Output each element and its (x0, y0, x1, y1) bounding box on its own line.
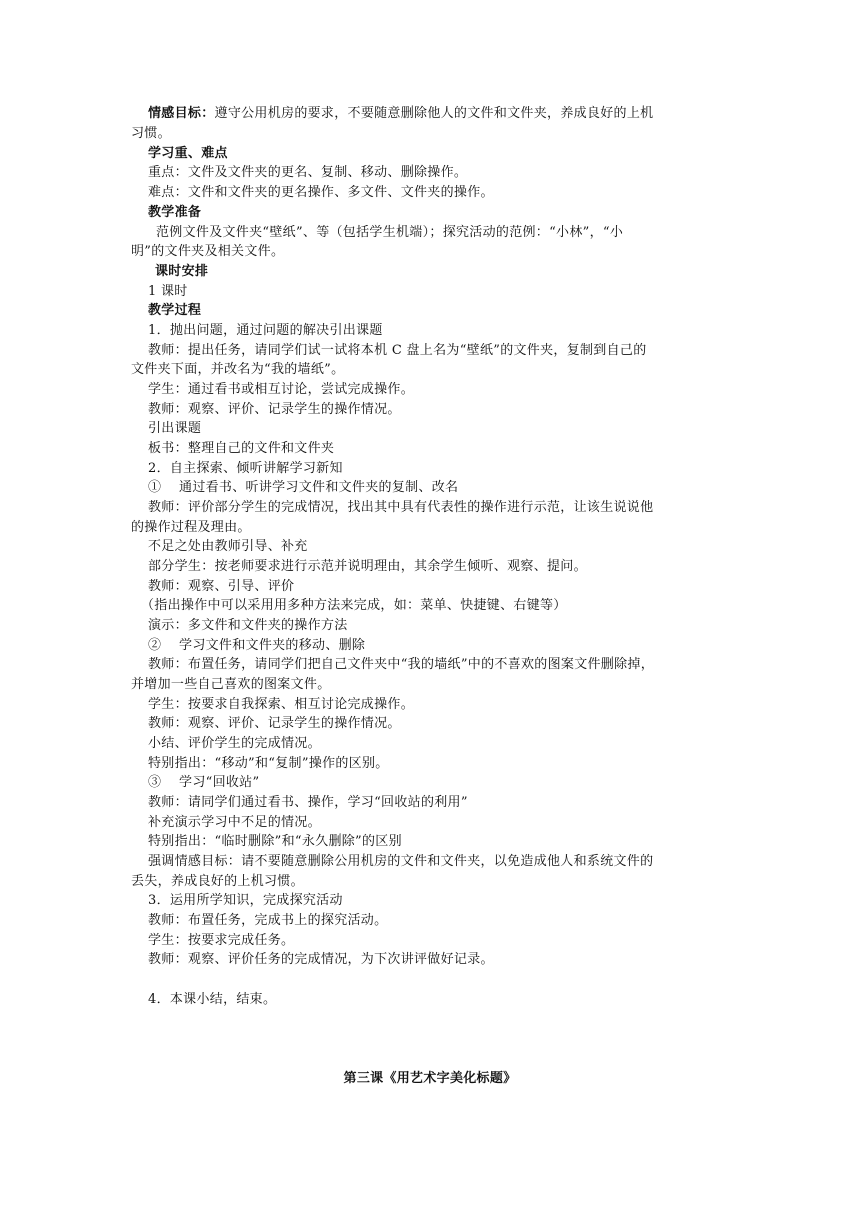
process-line: 不足之处由教师引导、补充 (148, 539, 308, 554)
process-line: 丢失，养成良好的上机习惯。 (131, 874, 304, 889)
process-line: ③ 学习“回收站” (148, 775, 260, 790)
preparation-text: 范例文件及文件夹“壁纸”、等（包括学生机端）；探究活动的范例：“小林”，“小 (156, 225, 624, 240)
process-line: 教师：布置任务，请同学们把自己文件夹中“我的墙纸”中的不喜欢的图案文件删除掉， (148, 657, 654, 672)
affective-goal-continuation: 习惯。 (131, 126, 171, 141)
affective-goal-label: 情感目标： (148, 106, 215, 121)
process-line: 部分学生：按老师要求进行示范并说明理由，其余学生倾听、观察、提问。 (148, 559, 587, 574)
preparation-heading: 教学准备 (148, 205, 202, 220)
process-line: 小结、评价学生的完成情况。 (148, 736, 321, 751)
preparation-continuation: 明”的文件夹及相关文件。 (131, 244, 285, 259)
process-line: 文件夹下面，并改名为“我的墙纸”。 (131, 362, 345, 377)
process-line: 4．本课小结，结束。 (148, 992, 277, 1007)
process-line: 引出课题 (148, 421, 202, 436)
process-line: 教师：提出任务，请同学们试一试将本机 C 盘上名为“壁纸”的文件夹，复制到自己的 (148, 343, 647, 358)
process-line: 板书：整理自己的文件和文件夹 (148, 441, 335, 456)
process-line: 并增加一些自己喜欢的图案文件。 (131, 677, 331, 692)
process-line: 学生：按要求自我探索、相互讨论完成操作。 (148, 697, 415, 712)
affective-goal-line (148, 105, 653, 123)
process-line: 教师：观察、评价、记录学生的操作情况。 (148, 402, 401, 417)
process-line: 特别指出：“临时删除”和“永久删除”的区别 (148, 834, 402, 849)
process-heading: 教学过程 (148, 303, 202, 318)
process-line: 的操作过程及理由。 (131, 520, 251, 535)
process-line: 教师：布置任务，完成书上的探究活动。 (148, 913, 388, 928)
process-line: 2．自主探索、倾听讲解学习新知 (148, 461, 343, 476)
process-line: 教师：评价部分学生的完成情况，找出其中具有代表性的操作进行示范，让该生说说他 (148, 500, 654, 515)
process-line: （指出操作中可以采用用多种方法来完成，如：菜单、快捷键、右键等） (141, 598, 567, 613)
process-line: 演示：多文件和文件夹的操作方法 (148, 618, 348, 633)
process-line: 教师：观察、评价、记录学生的操作情况。 (148, 716, 401, 731)
difficult-point-text: 难点：文件和文件夹的更名操作、多文件、文件夹的操作。 (148, 185, 494, 200)
process-line: ① 通过看书、听讲学习文件和文件夹的复制、改名 (148, 480, 459, 495)
schedule-text: 1 课时 (148, 284, 188, 299)
process-line: 3．运用所学知识，完成探究活动 (148, 893, 343, 908)
process-line: 教师：观察、评价任务的完成情况，为下次讲评做好记录。 (148, 952, 494, 967)
process-line: 特别指出：“移动”和“复制”操作的区别。 (148, 756, 389, 771)
schedule-heading: 课时安排 (155, 264, 209, 279)
affective-goal-text: 遵守公用机房的要求，不要随意删除他人的文件和文件夹，养成良好的上机 (214, 106, 654, 121)
process-line: ② 学习文件和文件夹的移动、删除 (148, 638, 366, 653)
process-line: 教师：请同学们通过看书、操作，学习“回收站的利用” (148, 795, 468, 810)
process-line: 强调情感目标：请不要随意删除公用机房的文件和文件夹，以免造成他人和系统文件的 (148, 854, 654, 869)
key-points-heading: 学习重、难点 (148, 146, 228, 161)
process-line: 教师：观察、引导、评价 (148, 579, 295, 594)
process-line: 学生：按要求完成任务。 (148, 933, 295, 948)
process-line: 补充演示学习中不足的情况。 (148, 815, 321, 830)
next-lesson-title: 第三课《用艺术字美化标题》 (343, 1071, 517, 1086)
key-point-text: 重点：文件及文件夹的更名、复制、移动、删除操作。 (148, 165, 468, 180)
process-line: 1．抛出问题，通过问题的解决引出课题 (148, 323, 383, 338)
process-line: 学生：通过看书或相互讨论，尝试完成操作。 (148, 382, 415, 397)
